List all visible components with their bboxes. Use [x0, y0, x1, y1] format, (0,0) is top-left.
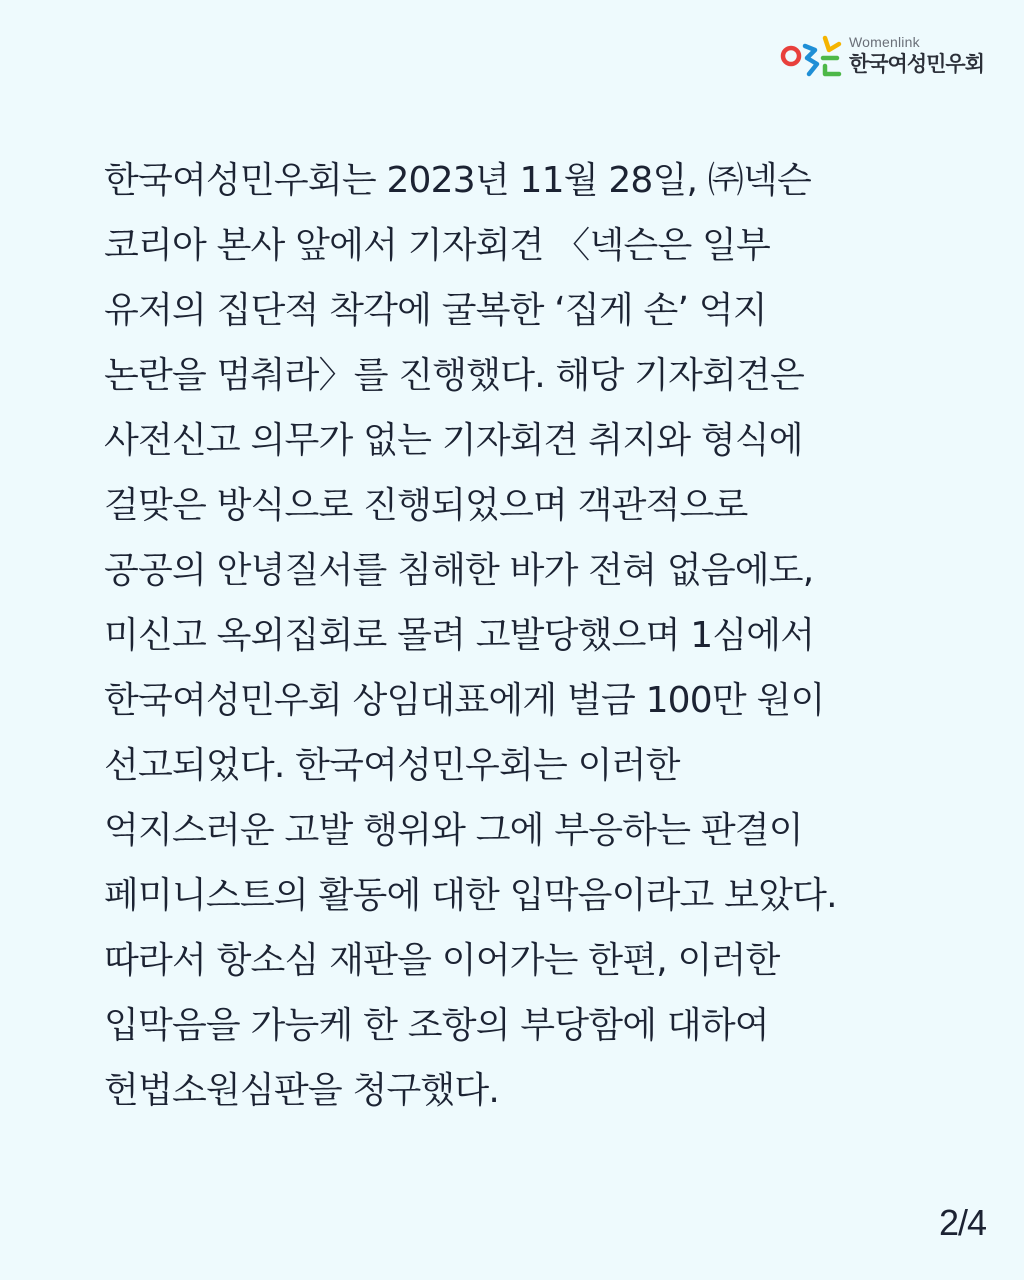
body-line: 걸맞은 방식으로 진행되었으며 객관적으로 — [104, 485, 748, 526]
logo-korean-name: 한국여성민우회 — [848, 52, 984, 76]
logo-text — [849, 34, 984, 78]
body-line: 헌법소원심판을 청구했다. — [104, 1070, 500, 1111]
body-line: 한국여성민우회 상임대표에게 벌금 100만 원이 — [104, 680, 825, 721]
body-line: 미신고 옥외집회로 몰려 고발당했으며 1심에서 — [104, 615, 815, 656]
body-line: 입막음을 가능케 한 조항의 부당함에 대하여 — [104, 1005, 769, 1046]
body-line: 한국여성민우회는 2023년 11월 28일, ㈜넥슨 — [104, 160, 811, 201]
logo-english-name: Womenlink — [848, 34, 920, 50]
womenlink-logo-mark-icon — [779, 28, 845, 78]
body-line: 선고되었다. 한국여성민우회는 이러한 — [104, 745, 680, 786]
page-indicator: 2/4 — [938, 1202, 986, 1243]
body-paragraph — [104, 148, 934, 1123]
body-line: 유저의 집단적 착각에 굴복한 ‘집게 손’ 억지 — [104, 290, 767, 331]
womenlink-logo — [779, 28, 984, 78]
body-line: 억지스러운 고발 행위와 그에 부응하는 판결이 — [104, 810, 803, 851]
body-line: 코리아 본사 앞에서 기자회견 〈넥슨은 일부 — [104, 225, 771, 266]
body-line: 따라서 항소심 재판을 이어가는 한편, 이러한 — [104, 940, 780, 981]
body-line: 공공의 안녕질서를 침해한 바가 전혀 없음에도, — [104, 550, 814, 591]
body-line: 논란을 멈춰라〉를 진행했다. 해당 기자회견은 — [104, 355, 804, 396]
body-line: 사전신고 의무가 없는 기자회견 취지와 형식에 — [104, 420, 803, 461]
body-line: 페미니스트의 활동에 대한 입막음이라고 보았다. — [104, 875, 837, 916]
